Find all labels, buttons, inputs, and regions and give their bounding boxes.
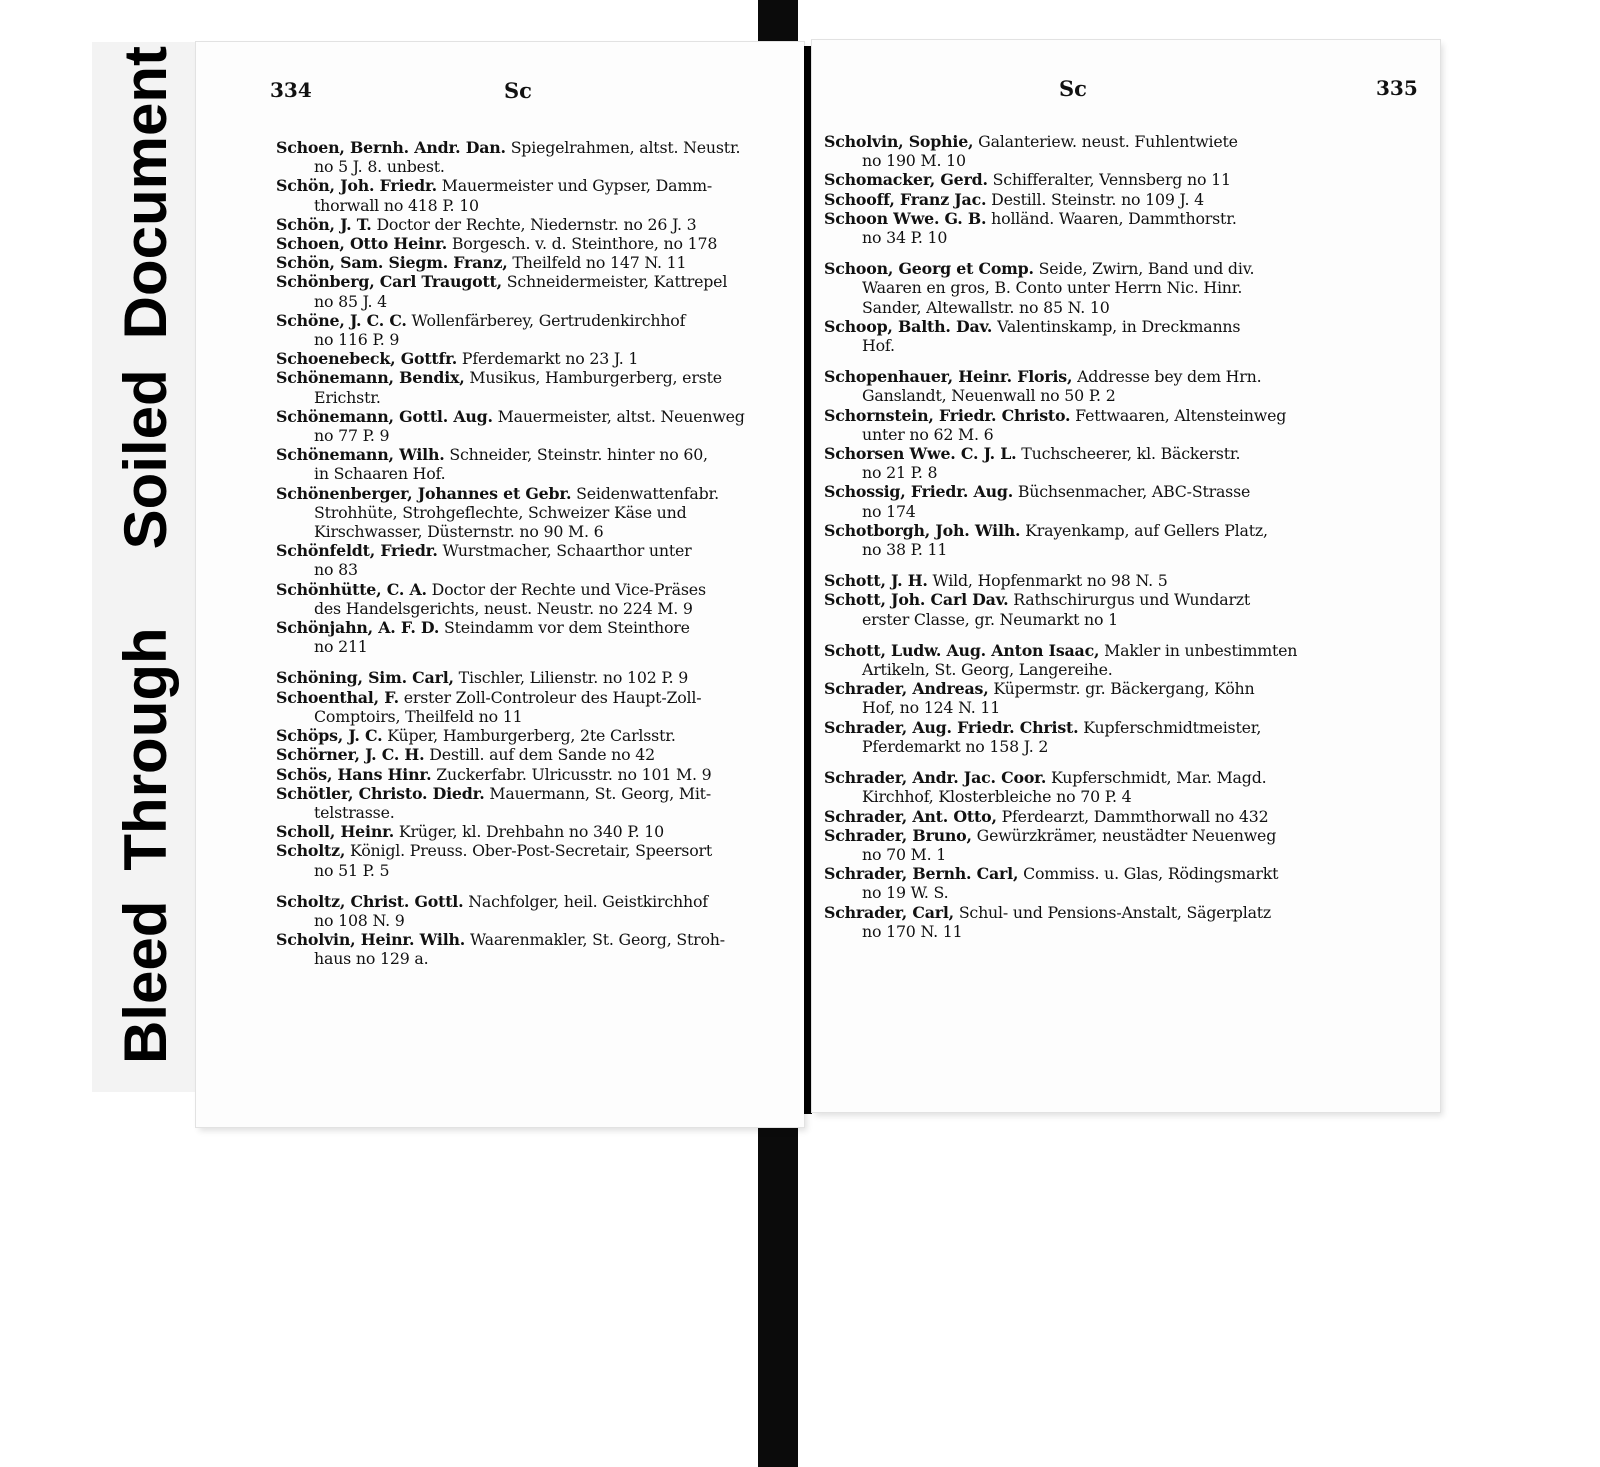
- entry-name: Schopenhauer, Heinr. Floris,: [824, 367, 1073, 387]
- entry-text: Nachfolger, heil. Geistkirchhof: [468, 891, 708, 911]
- entry-name: Schorsen Wwe. C. J. L.: [824, 444, 1017, 464]
- entry-text: Schul- und Pensions-Anstalt, Sägerplatz: [958, 902, 1272, 922]
- entry-name: Schöning, Sim. Carl,: [276, 668, 454, 688]
- directory-entry: [276, 841, 780, 879]
- directory-entry: [276, 892, 780, 930]
- entry-continuation: thorwall no 418 P. 10: [314, 195, 479, 215]
- entry-text: Büchsenmacher, ABC-Strasse: [1017, 482, 1251, 502]
- entry-text: Commiss. u. Glas, Rödingsmarkt: [1023, 864, 1279, 884]
- entry-text: Spiegelrahmen, altst. Neustr.: [510, 138, 741, 157]
- condition-label-text: [100, 45, 190, 1072]
- directory-entry: [824, 826, 1320, 864]
- entry-text: Zuckerfabr. Ulricusstr. no 101 M. 9: [436, 764, 712, 784]
- entry-name: Schomacker, Gerd.: [824, 170, 988, 190]
- entry-name: Schrader, Ant. Otto,: [824, 806, 997, 826]
- directory-entry: [824, 482, 1320, 520]
- entry-continuation: no 170 N. 11: [862, 921, 963, 941]
- entry-name: Schornstein, Friedr. Christo.: [824, 405, 1071, 425]
- condition-label: [92, 42, 198, 1092]
- directory-entry: [824, 367, 1320, 405]
- entry-continuation: telstrasse.: [314, 802, 395, 822]
- entry-text: Doctor der Rechte und Vice-Präses: [431, 579, 706, 599]
- entry-continuation: no 51 P. 5: [314, 860, 390, 880]
- directory-entry: [824, 718, 1320, 756]
- left-page-number: 334: [270, 78, 312, 102]
- entry-text: Theilfeld no 147 N. 11: [512, 253, 687, 273]
- directory-entry: [276, 745, 780, 764]
- entry-name: Schrader, Andreas,: [824, 679, 989, 699]
- directory-entry: [824, 170, 1320, 189]
- directory-entry: [824, 259, 1320, 317]
- entry-name: Schotborgh, Joh. Wilh.: [824, 520, 1021, 540]
- left-page-header: [196, 78, 804, 118]
- directory-entry: [824, 190, 1320, 209]
- entry-name: Schönberg, Carl Traugott,: [276, 272, 502, 292]
- entry-continuation: no 190 M. 10: [862, 151, 966, 171]
- entry-text: Destill. Steinstr. no 109 J. 4: [991, 189, 1204, 209]
- entry-text: Krayenkamp, auf Gellers Platz,: [1025, 520, 1268, 540]
- entry-text: Doctor der Rechte, Niedernstr. no 26 J. 3: [376, 214, 697, 234]
- entry-text: Gewürzkrämer, neustädter Neuenweg: [976, 825, 1277, 845]
- entry-name: Schoenebeck, Gottfr.: [276, 349, 458, 369]
- entry-name: Schoon, Georg et Comp.: [824, 259, 1034, 279]
- entry-name: Scholtz, Christ. Gottl.: [276, 891, 464, 911]
- left-page: [196, 42, 804, 1127]
- entry-continuation: Kirschwasser, Düsternstr. no 90 M. 6: [314, 522, 604, 542]
- entry-text: Valentinskamp, in Dreckmanns: [997, 316, 1241, 336]
- entry-text: Mauermeister und Gypser, Damm-: [441, 176, 713, 196]
- entry-continuation: Erichstr.: [314, 387, 381, 407]
- directory-entry: [824, 209, 1320, 247]
- entry-name: Schoenthal, F.: [276, 687, 399, 707]
- directory-entry: [276, 368, 780, 406]
- entry-text: Pferdemarkt no 23 J. 1: [461, 349, 639, 369]
- directory-entry: [276, 541, 780, 579]
- left-page-heading: Sc: [504, 78, 532, 103]
- entry-name: Schönemann, Wilh.: [276, 445, 445, 465]
- directory-entry: [824, 768, 1320, 806]
- entry-name: Schön, Joh. Friedr.: [276, 176, 437, 196]
- entry-continuation: Sander, Altewallstr. no 85 N. 10: [862, 297, 1110, 317]
- directory-entry: [824, 317, 1320, 355]
- directory-entry: [824, 571, 1320, 590]
- entry-continuation: no 174: [862, 501, 916, 521]
- entry-continuation: Pferdemarkt no 158 J. 2: [862, 736, 1049, 756]
- directory-entry: [276, 688, 780, 726]
- entry-text: holländ. Waaren, Dammthorstr.: [991, 208, 1237, 228]
- entry-name: Schoen, Bernh. Andr. Dan.: [276, 138, 506, 157]
- entry-text: Mauermeister, altst. Neuenweg: [497, 406, 745, 426]
- entry-name: Schooff, Franz Jac.: [824, 189, 987, 209]
- entry-name: Schrader, Andr. Jac. Coor.: [824, 768, 1047, 788]
- entry-text: Kupferschmidt, Mar. Magd.: [1050, 768, 1267, 788]
- left-page-entries: [276, 138, 780, 969]
- directory-entry: [276, 822, 780, 841]
- entry-text: Galanteriew. neust. Fuhlentwiete: [978, 132, 1238, 151]
- entry-continuation: no 85 J. 4: [314, 291, 388, 311]
- entry-text: Schneider, Steinstr. hinter no 60,: [449, 445, 708, 465]
- directory-entry: [824, 406, 1320, 444]
- label-word-through: Through: [111, 627, 179, 871]
- entry-text: Küpermstr. gr. Bäckergang, Köhn: [993, 679, 1255, 699]
- book-spine-bottom: [758, 1113, 798, 1467]
- directory-entry: [276, 930, 780, 968]
- entry-name: Schönemann, Bendix,: [276, 368, 465, 388]
- directory-entry: [276, 484, 780, 542]
- entry-name: Schönhütte, C. A.: [276, 579, 427, 599]
- label-word-document: Document: [111, 45, 179, 340]
- entry-text: Addresse bey dem Hrn.: [1077, 367, 1262, 387]
- entry-name: Scholl, Heinr.: [276, 822, 395, 842]
- entry-name: Schönenberger, Johannes et Gebr.: [276, 483, 572, 503]
- entry-continuation: no 21 P. 8: [862, 463, 938, 483]
- entry-continuation: Hof.: [862, 336, 895, 356]
- entry-name: Scholvin, Sophie,: [824, 132, 974, 151]
- entry-name: Schönemann, Gottl. Aug.: [276, 406, 493, 426]
- entry-continuation: des Handelsgerichts, neust. Neustr. no 224 M. 9: [314, 598, 693, 618]
- entry-name: Schrader, Aug. Friedr. Christ.: [824, 717, 1079, 737]
- entry-name: Schöps, J. C.: [276, 726, 383, 746]
- entry-continuation: no 34 P. 10: [862, 228, 948, 248]
- entry-text: Tuchscheerer, kl. Bäckerstr.: [1021, 444, 1241, 464]
- entry-continuation: Hof, no 124 N. 11: [862, 698, 1001, 718]
- right-page-header: [812, 76, 1440, 116]
- entry-continuation: haus no 129 a.: [314, 949, 429, 969]
- directory-entry: [276, 784, 780, 822]
- entry-text: Makler in unbestimmten: [1104, 640, 1298, 660]
- entry-continuation: no 83: [314, 560, 358, 580]
- right-page-heading: Sc: [1059, 76, 1087, 101]
- directory-entry: [824, 590, 1320, 628]
- entry-continuation: Strohhüte, Strohgeflechte, Schweizer Käse und: [314, 502, 687, 522]
- entry-text: Musikus, Hamburgerberg, erste: [469, 368, 722, 388]
- entry-name: Schönfeldt, Friedr.: [276, 541, 438, 561]
- directory-entry: [824, 679, 1320, 717]
- entry-name: Schöne, J. C. C.: [276, 310, 407, 330]
- entry-continuation: no 19 W. S.: [862, 883, 949, 903]
- entry-name: Schön, Sam. Siegm. Franz,: [276, 253, 508, 273]
- directory-entry: [824, 903, 1320, 941]
- entry-text: Destill. auf dem Sande no 42: [429, 745, 655, 765]
- entry-text: Mauermann, St. Georg, Mit-: [489, 783, 711, 803]
- directory-entry: [276, 765, 780, 784]
- entry-text: Schifferalter, Vennsberg no 11: [992, 170, 1231, 190]
- directory-entry: [824, 641, 1320, 679]
- entry-name: Schoop, Balth. Dav.: [824, 316, 993, 336]
- entry-name: Schön, J. T.: [276, 214, 372, 234]
- entry-continuation: Comptoirs, Theilfeld no 11: [314, 706, 523, 726]
- entry-name: Scholtz,: [276, 841, 346, 861]
- entry-text: Krüger, kl. Drehbahn no 340 P. 10: [398, 822, 664, 842]
- entry-continuation: no 5 J. 8. unbest.: [314, 157, 445, 177]
- entry-continuation: no 70 M. 1: [862, 844, 947, 864]
- directory-entry: [276, 445, 780, 483]
- entry-text: Rathschirurgus und Wundarzt: [1013, 590, 1251, 610]
- entry-continuation: Ganslandt, Neuenwall no 50 P. 2: [862, 386, 1116, 406]
- directory-entry: [276, 726, 780, 745]
- page-gutter: [804, 46, 812, 1114]
- right-page-number: 335: [1376, 76, 1418, 100]
- directory-entry: [276, 668, 780, 687]
- right-page-entries: [824, 132, 1320, 941]
- entry-text: Küper, Hamburgerberg, 2te Carlsstr.: [387, 726, 676, 746]
- entry-continuation: Waaren en gros, B. Conto unter Herrn Nic. Hinr.: [862, 278, 1243, 298]
- directory-entry: [276, 618, 780, 656]
- directory-entry: [276, 311, 780, 349]
- entry-continuation: unter no 62 M. 6: [862, 424, 994, 444]
- entry-name: Schossig, Friedr. Aug.: [824, 482, 1013, 502]
- entry-text: Wollenfärberey, Gertrudenkirchhof: [411, 310, 686, 330]
- entry-name: Schrader, Bruno,: [824, 825, 972, 845]
- directory-entry: [824, 444, 1320, 482]
- entry-continuation: erster Classe, gr. Neumarkt no 1: [862, 609, 1118, 629]
- directory-entry: [824, 807, 1320, 826]
- entry-text: Seidenwattenfabr.: [576, 483, 719, 503]
- entry-continuation: in Schaaren Hof.: [314, 464, 446, 484]
- entry-name: Schott, Joh. Carl Dav.: [824, 590, 1009, 610]
- directory-entry: [276, 407, 780, 445]
- entry-text: Borgesch. v. d. Steinthore, no 178: [451, 234, 718, 254]
- directory-entry: [276, 215, 780, 234]
- entry-text: Wurstmacher, Schaarthor unter: [442, 541, 692, 561]
- entry-name: Schös, Hans Hinr.: [276, 764, 432, 784]
- entry-name: Schoen, Otto Heinr.: [276, 234, 448, 254]
- entry-text: Schneidermeister, Kattrepel: [506, 272, 728, 292]
- directory-entry: [276, 253, 780, 272]
- directory-entry: [276, 138, 780, 176]
- directory-entry: [276, 580, 780, 618]
- entry-text: Pferdearzt, Dammthorwall no 432: [1001, 806, 1269, 826]
- entry-name: Schörner, J. C. H.: [276, 745, 425, 765]
- label-word-soiled: Soiled: [111, 369, 179, 550]
- entry-continuation: Artikeln, St. Georg, Langereihe.: [862, 660, 1113, 680]
- directory-entry: [276, 176, 780, 214]
- entry-name: Schötler, Christo. Diedr.: [276, 783, 485, 803]
- entry-text: Tischler, Lilienstr. no 102 P. 9: [458, 668, 689, 688]
- entry-name: Schott, Ludw. Aug. Anton Isaac,: [824, 640, 1100, 660]
- directory-entry: [824, 521, 1320, 559]
- entry-text: Seide, Zwirn, Band und div.: [1038, 259, 1255, 279]
- entry-text: Wild, Hopfenmarkt no 98 N. 5: [932, 571, 1168, 591]
- entry-text: Steindamm vor dem Steinthore: [444, 618, 690, 638]
- entry-name: Schoon Wwe. G. B.: [824, 208, 987, 228]
- entry-name: Schott, J. H.: [824, 571, 928, 591]
- right-page: [812, 40, 1440, 1112]
- directory-entry: [824, 864, 1320, 902]
- entry-text: erster Zoll-Controleur des Haupt-Zoll-: [403, 687, 702, 707]
- directory-entry: [276, 349, 780, 368]
- entry-text: Fettwaaren, Altensteinweg: [1075, 405, 1287, 425]
- entry-continuation: Kirchhof, Klosterbleiche no 70 P. 4: [862, 787, 1132, 807]
- entry-text: Königl. Preuss. Ober-Post-Secretair, Speersort: [350, 841, 713, 861]
- entry-name: Scholvin, Heinr. Wilh.: [276, 930, 466, 950]
- entry-name: Schrader, Carl,: [824, 902, 954, 922]
- entry-name: Schrader, Bernh. Carl,: [824, 864, 1019, 884]
- label-word-bleed: Bleed: [111, 900, 179, 1064]
- entry-continuation: no 38 P. 11: [862, 540, 948, 560]
- entry-continuation: no 211: [314, 637, 368, 657]
- entry-continuation: no 108 N. 9: [314, 910, 405, 930]
- directory-entry: [276, 234, 780, 253]
- entry-text: Waarenmakler, St. Georg, Stroh-: [469, 930, 725, 950]
- entry-name: Schönjahn, A. F. D.: [276, 618, 440, 638]
- entry-text: Kupferschmidtmeister,: [1083, 717, 1262, 737]
- entry-continuation: no 116 P. 9: [314, 330, 400, 350]
- entry-continuation: no 77 P. 9: [314, 426, 390, 446]
- directory-entry: [824, 132, 1320, 170]
- directory-entry: [276, 272, 780, 310]
